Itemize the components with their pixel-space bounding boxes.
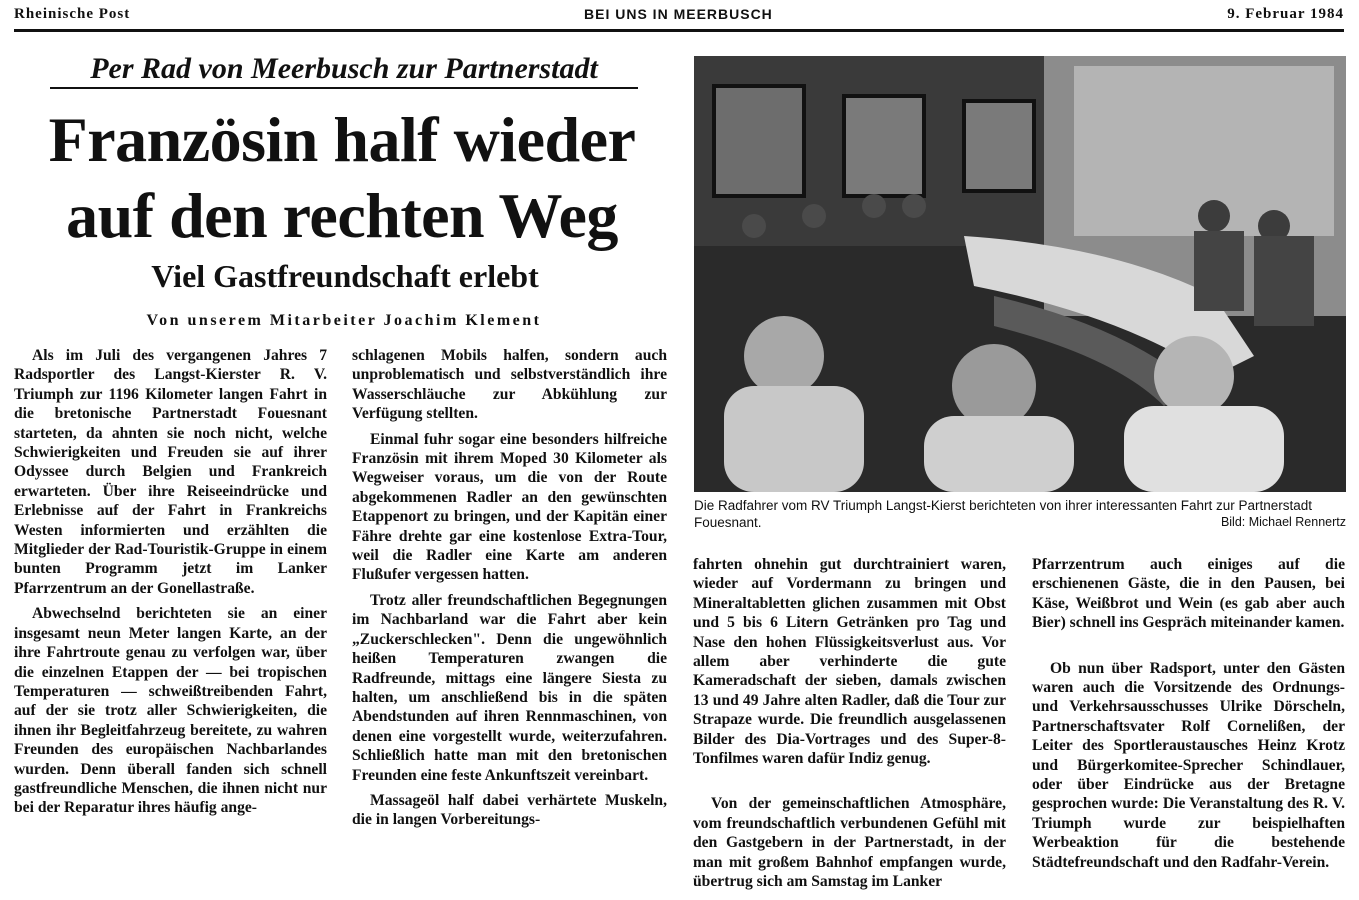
paragraph: fahrten ohnehin gut durchtrainiert waren, wieder auf Vordermann zu bringen und Mineraltabletten glichen zusammen mit Obst und 5 bis 6 Litern Getränken pro Tag und Nase den hohen Flüssigkeitsverlust aus. Vor allem aber verhinderte die gute Kameradschaft der sieben, damals zwischen 13 und 49 Jahre alten Radler, daß die Tour zur Strapaze wurde. Die freundlich ausgelassenen Bilder des Dia-Vortrages und des Super-8-Tonfilmes waren dafür Indiz genug. [693, 556, 1006, 768]
paragraph: Pfarrzentrum auch einiges auf die erschienenen Gäste, die in den Pausen, bei Käse, Weißbrot und Wein (es gab aber auch Bier) schnell ins Gespräch miteinander kamen. [1032, 556, 1345, 632]
article-kicker: Per Rad von Meerbusch zur Partnerstadt [50, 52, 638, 89]
masthead-rule [14, 29, 1344, 32]
paragraph: Ob nun über Radsport, unter den Gästen waren auch die Vorsitzende des Ordnungs- und Verkehrsausschusses Ulrike Dörscheln, Partnerschaftsvater Rolf Cornelißen, der Leiter des Sportleraustausches Heinz Krotz und Bürgerkomitee-Sprecher Schindlauer, oder über Eindrücke aus der Bretagne gesprochen wurde: Die Veranstaltung des R. V. Triumph wurde zur beispielhaften Werbeaktion für die bestehende Städtefreundschaft und den Radfahr-Verein. [1032, 659, 1345, 871]
paragraph: Abwechselnd berichteten sie an einer insgesamt neun Meter langen Karte, an der ihre Fahrtroute genau zu verfolgen war, über die einzelnen Etappen der — bei tropischen Temperaturen — schweißtreibenden Fahrt, auf der sie trotz aller Schwierigkeiten, die ihnen ihr Begleitfahrzeug bereitete, zu wahren Freunden des europäischen Nachbarlandes wurden. Denn überall fanden sich schnell gastfreundliche Menschen, die ihnen nicht nur bei der Reparatur ihres häufig ange- [14, 605, 327, 817]
meeting-room-photo [694, 56, 1346, 492]
text-column-1 [14, 346, 327, 894]
headline-line-2: auf den rechten Weg [66, 180, 618, 251]
headline-line-1: Französin half wieder [48, 104, 636, 175]
photo-credit: Bild: Michael Rennertz [1220, 515, 1346, 529]
article-headline [22, 102, 662, 254]
section-title: BEI UNS IN MEERBUSCH [584, 6, 773, 22]
article-subheadline: Viel Gastfreundschaft erlebt [151, 258, 539, 294]
paragraph: Trotz aller freundschaftlichen Begegnungen im Nachbarland war die Fahrt aber kein „Zuckerschlecken". Denn die ungewöhnlich heißen Temperaturen zwangen die Radfreunde, mittags eine längere Siesta zu halten, um anschließend bis in die späten Abendstunden auf ihren Rennmaschinen, von denen eine vorgestellt wurde, weiterzufahren. Schließlich hatte man mit den bretonischen Freunden eine feste Ankunftszeit vereinbart. [352, 591, 667, 784]
paragraph: Als im Juli des vergangenen Jahres 7 Radsportler des Langst-Kierster R. V. Triumph zur 1196 Kilometer langen Fahrt in die bretonische Partnerstadt Fouesnant starteten, da ahnten sie noch nicht, welche Schwierigkeiten und Freuden sie auf ihrer Odyssee durch Belgien und Frankreich erwarteten. Über ihre Reiseeindrücke und Erlebnisse auf der Fahrt in Frankreichs Westen informierten und erzählten die Mitglieder der Rad-Touristik-Gruppe in einem bunten Programm jetzt im Lanker Pfarrzentrum an der Gonellastraße. [14, 347, 327, 597]
paragraph: schlagenen Mobils halfen, sondern auch unproblematisch und selbstverständlich ihre Wasserschläuche zur Abkühlung zur Verfügung stellten. [352, 347, 667, 423]
issue-date: 9. Februar 1984 [1227, 6, 1344, 22]
paragraph: Von der gemeinschaftlichen Atmosphäre, vom freundschaftlich verbundenen Gefühl mit den Gastgebern in der Partnerstadt, in der man mit großem Bahnhof empfangen wurde, übertrug sich am Samstag im Lanker [693, 795, 1006, 891]
text-column-3 [693, 555, 1006, 898]
article-byline: Von unserem Mitarbeiter Joachim Klement [146, 312, 542, 329]
text-column-4 [1032, 555, 1345, 898]
paragraph: Einmal fuhr sogar eine besonders hilfreiche Französin mit ihrem Moped 30 Kilometer als Wegweiser voraus, um die von der Route abgekommenen Radler an den gewünschten Etappenort zu bringen, und der Kapitän einer Fähre drehte gar eine kostenlose Extra-Tour, weil die Radler eine Karte am anderen Flußufer vergessen hatten. [352, 430, 667, 584]
caption-text: Die Radfahrer vom RV Triumph Langst-Kierst berichteten von ihrer interessanten Fahrt zur Partnerstadt Fouesnant. [694, 498, 1313, 530]
article-photo [694, 56, 1346, 492]
text-column-2 [352, 346, 667, 894]
newspaper-name: Rheinische Post [14, 6, 131, 22]
paragraph: Massageöl half dabei verhärtete Muskeln, die in langen Vorbereitungs- [352, 791, 667, 829]
masthead [14, 4, 1344, 28]
photo-caption [694, 497, 1346, 531]
